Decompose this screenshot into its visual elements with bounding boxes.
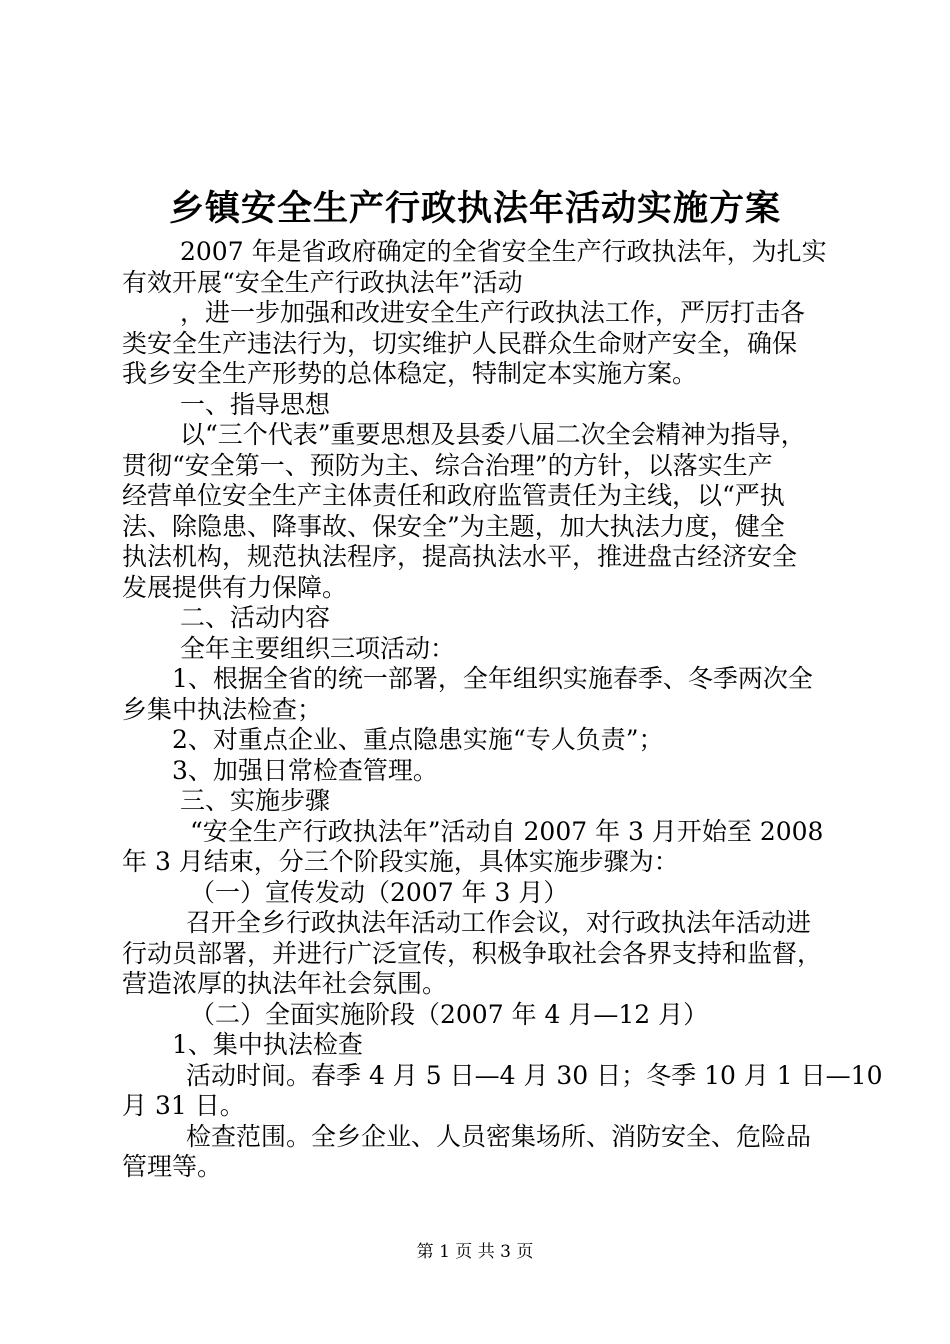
paragraph-line: 以“三个代表”重要思想及县委八届二次全会精神为指导， [180, 420, 806, 449]
list-item: 1、集中执法检查 [172, 1030, 363, 1059]
paragraph-line: 活动时间。春季 4 月 5 日—4 月 30 日；冬季 10 月 1 日—10 [186, 1060, 883, 1090]
paragraph-line: 2007 年是省政府确定的全省安全生产行政执法年，为扎实 [180, 237, 827, 266]
list-item: 3、加强日常检查管理。 [172, 755, 438, 785]
paragraph-line: ，进一步加强和改进安全生产行政执法工作，严厉打击各 [180, 298, 806, 327]
paragraph-line: 发展提供有力保障。 [122, 572, 348, 602]
paragraph-line: 法、除隐患、降事故、保安全”为主题，加大执法力度，健全 [122, 511, 785, 541]
paragraph-line: 检查范围。全乡企业、人员密集场所、消防安全、危险品 [186, 1121, 812, 1151]
paragraph-line: “安全生产行政执法年”活动自 2007 年 3 月开始至 2008 [190, 816, 824, 846]
paragraph-line: 贯彻“安全第一、预防为主、综合治理”的方针，以落实生产 [122, 450, 773, 480]
paragraph-line: 我乡安全生产形势的总体稳定，特制定本实施方案。 [122, 359, 698, 388]
page-number: 第 1 页 共 3 页 [416, 1242, 534, 1262]
list-item-continuation: 乡集中执法检查； [122, 694, 323, 724]
subsection-heading: （二）全面实施阶段（2007 年 4 月—12 月） [190, 999, 709, 1029]
paragraph-line: 营造浓厚的执法年社会氛围。 [122, 969, 448, 998]
list-item: 1、根据全省的统一部署，全年组织实施春季、冬季两次全 [172, 664, 813, 693]
list-item: 2、对重点企业、重点隐患实施“专人负责”； [172, 725, 664, 754]
paragraph-line: 年 3 月结束，分三个阶段实施，具体实施步骤为： [122, 847, 679, 876]
paragraph-line: 执法机构，规范执法程序，提高执法水平，推进盘古经济安全 [122, 542, 798, 571]
paragraph-line: 行动员部署，并进行广泛宣传，积极争取社会各界支持和监督， [122, 938, 823, 968]
paragraph-line: 管理等。 [122, 1152, 223, 1181]
section-heading: 三、实施步骤 [180, 786, 331, 815]
paragraph-line: 类安全生产违法行为，切实维护人民群众生命财产安全，确保 [122, 328, 798, 358]
document-title: 乡镇安全生产行政执法年活动实施方案 [168, 188, 781, 229]
section-heading: 二、活动内容 [180, 603, 331, 632]
subsection-heading: （一）宣传发动（2007 年 3 月） [190, 877, 569, 907]
paragraph-line: 全年主要组织三项活动： [180, 633, 456, 663]
paragraph-line: 月 31 日。 [122, 1091, 245, 1120]
section-heading: 一、指导思想 [180, 389, 331, 419]
paragraph-line: 召开全乡行政执法年活动工作会议，对行政执法年活动进 [186, 908, 812, 937]
paragraph-line: 有效开展“安全生产行政执法年”活动 [122, 267, 523, 297]
document-body [122, 237, 883, 1183]
paragraph-line: 经营单位安全生产主体责任和政府监管责任为主线，以“严执 [122, 481, 785, 510]
